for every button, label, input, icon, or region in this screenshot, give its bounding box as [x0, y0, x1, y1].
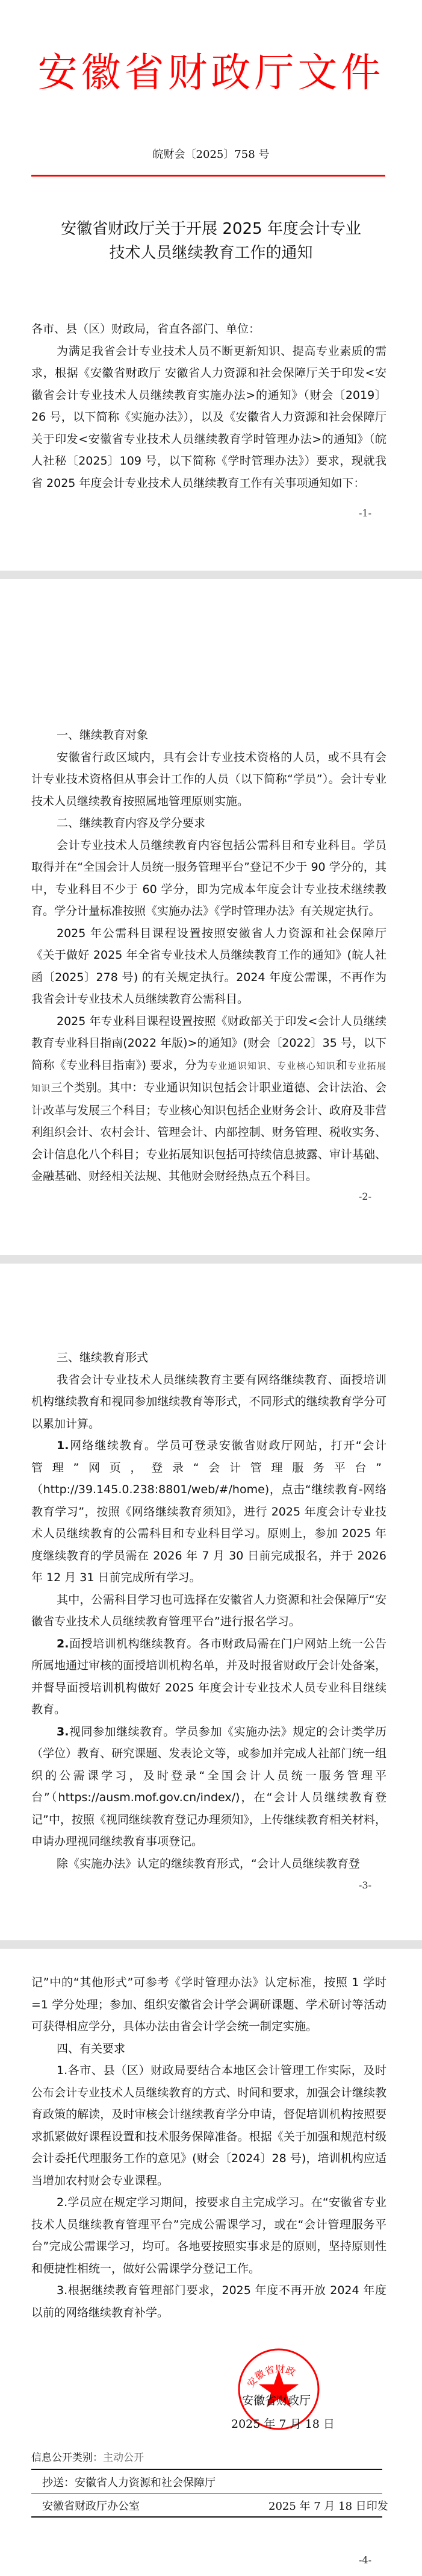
requirement-2: 2.学员应在规定学习期间，按要求自主完成学习。在“安徽省专业技术人员继续教育管理平台”完成公需课学习，或在“会计管理服务平台”完成公需课学习，均可。各地要按照实事求是的原则，坚持原则性和便捷性相统一，做好公需课学分登记工作。 [31, 2196, 386, 2275]
section-2-para-1: 会计专业技术人员继续教育内容包括公需科目和专业科目。学员取得并在“全国会计人员统一服务管理平台”登记不少于 90 学分的，其中，专业科目不少于 60 学分，即为完成本年度会计专业技术继续教育。学分计量标准按照《实施办法》《学时管理办法》有关规定执行。 [31, 838, 386, 918]
page-number: -4- [359, 2554, 371, 2566]
requirement-1: 1.各市、县（区）财政局要结合本地区会计管理工作实际，及时公布会计专业技术人员继续教育的方式、时间和要求，加强会计继续教育政策的解读，及时审核会计继续教育学分申请，督促培训机构按照要求抓紧做好课程设置和技术服务保障准备。根据《关于加强和规范村级会计委托代理服务工作的意见》(财会〔2024〕28 号)，培训机构应适当增加农村财会专业课程。 [31, 2064, 386, 2187]
signature-date: 2025 年 7 月 18 日 [231, 2418, 335, 2431]
section-2-para-2: 2025 年公需科目课程设置按照安徽省人力资源和社会保障厅《关于做好 2025 年全省专业技术人员继续教育工作的通知》(皖人社函〔2025〕278 号) 的有关规定执行。2024 年度公需课，不再作为我省会计专业技术人员继续教育公需科目。 [31, 926, 386, 1006]
page-1 [0, 0, 422, 571]
page-3-body [31, 1347, 386, 1875]
page-number: -3- [359, 1879, 371, 1891]
document-title [0, 217, 422, 265]
page-2-body [31, 724, 386, 1188]
category-extended: 专业拓展知识 [31, 1060, 386, 1094]
page-4 [0, 1949, 422, 2576]
item-1-first-line [31, 1435, 386, 1457]
issue-date: 2025 年 7 月 18 日印发 [268, 2500, 388, 2513]
requirement-3: 3.根据继续教育管理部门要求，2025 年度不再开放 2024 年度以前的网络继续教育补学。 [31, 2284, 386, 2319]
cc-bottom-rule [31, 2516, 382, 2518]
item-2-text: 面授培训机构继续教育。各市财政局需在门户网站上统一公告所属地通过审核的面授培训机构名单，并及时报省财政厅会计处备案，并督导面授培训机构做好 2025 年度会计专业技术人员专业科目继续教育。 [31, 1637, 386, 1716]
other-forms-rest: 记”中的“其他形式”可参考《学时管理办法》认定标准，按照 1 学时=1 学分处理；参加、组织安徽省会计学会调研课题、学术研讨等活动可获得相应学分，具体办法由省会计学会统一制定实施。 [31, 1976, 386, 2033]
addressee: 各市、县（区）财政局，省直各部门、单位： [31, 322, 261, 336]
item-3 [31, 1721, 386, 1853]
signatory: 安徽省财政厅 [242, 2394, 311, 2407]
issuing-office: 安徽省财政厅办公室 [42, 2500, 140, 2513]
para-3-rest: 三个类别。其中：专业通识知识包括会计职业道德、会计法治、会计改革与发展三个科目；专业核心知识包括企业财务会计、政府及非营利组织会计、农村会计、管理会计、内部控制、财务管理、税收实务、会计信息化八个科目；专业拓展知识包括可持续信息披露、审计基础、金融基础、财经相关法规、其他财会财经热点五个科目。 [31, 1081, 386, 1183]
section-4-heading: 四、有关要求 [57, 2042, 126, 2055]
page-2 [0, 579, 422, 1255]
category-general-core: 专业通识知识、专业核心知识 [208, 1060, 336, 1071]
conjunction: 和 [335, 1058, 348, 1072]
page-4-body [31, 1972, 386, 2324]
item-2 [31, 1633, 386, 1721]
section-1-heading: 一、继续教育对象 [57, 729, 149, 742]
page-1-body [31, 318, 386, 494]
title-line-2: 技术人员继续教育工作的通知 [109, 244, 313, 262]
item-1-spread-line: 管理”网页，登录“会计管理服务平台” [31, 1461, 386, 1474]
intro-paragraph: 为满足我省会计专业技术人员不断更新知识、提高专业素质的需求，根据《安徽省财政厅 安徽省人力资源和社会保障厅关于印发<安徽省会计专业技术人员继续教育实施办法>的通知》（财会〔2019〕26 号，以下简称《实施办法》），以及《安徽省人力资源和社会保障厅关于印发<安徽省专业技术人员继续教育学时管理办法>的通知》（皖人社秘〔2025〕109 号，以下简称《学时管理办法》）要求，现就我省 2025 年度会计专业技术人员继续教育工作有关事项通知如下： [31, 344, 386, 490]
para-3-lead: 2025 年专业科目课程设置按照《财政部关于印发<会计人员继续教育专业科目指南(2022 年版)>的通知》(财会〔2022〕35 号，以下简称《专业科目指南》) 要求，分为 [31, 1014, 386, 1072]
item-1-note: 其中，公需科目学习也可选择在安徽省人力资源和社会保障厅“安徽省专业技术人员继续教育管理平台”进行报名学习。 [31, 1593, 386, 1628]
section-2-heading: 二、继续教育内容及学分要求 [57, 816, 206, 830]
page-separator [0, 1940, 422, 1949]
cc-recipients: 抄送：安徽省人力资源和社会保障厅 [42, 2477, 216, 2489]
page-number: -1- [359, 507, 371, 519]
item-3-text: 视同参加继续教育。学员参加《实施办法》规定的会计类学历（学位）教育、研究课题、发表论文等，或参加并完成人社部门统一组织的公需课学习，及时登录“全国会计人员统一服务管理平台”（https://ausm.mof.gov.cn/index/)，在“会计人员继续教育登记”中，按照《视同继续教育登记办理须知》，上传继续教育相关材料，申请办理视同继续教育事项登记。 [31, 1725, 386, 1848]
masthead-title: 安徽省财政厅文件 [37, 49, 385, 96]
section-1-body: 安徽省行政区域内，具有会计专业技术资格的人员，或不具有会计专业技术资格但从事会计工作的人员（以下简称“学员”）。会计专业技术人员继续教育按照属地管理原则实施。 [31, 750, 386, 808]
section-3-intro: 我省会计专业技术人员继续教育主要有网络继续教育、面授培训机构继续教育和视同参加继续教育等形式，不同形式的继续教育学分可以累加计算。 [31, 1373, 386, 1431]
disclosure-category [31, 2449, 144, 2464]
page-number: -2- [359, 1191, 371, 1202]
disclosure-value: 主动公开 [103, 2452, 144, 2464]
red-divider-line [31, 175, 385, 177]
disclosure-label: 信息公开类别： [31, 2452, 103, 2464]
item-3-number: 3. [57, 1725, 69, 1738]
section-3-heading: 三、继续教育形式 [57, 1351, 149, 1364]
cc-top-rule [31, 2469, 382, 2470]
item-1-lead: 网络继续教育。学员可登录安徽省财政厅网站，打开“会计 [69, 1439, 386, 1452]
other-forms-lead: 除《实施办法》认定的继续教育形式，“会计人员继续教育登 [57, 1857, 360, 1870]
document-number: 皖财会〔2025〕758 号 [152, 148, 270, 161]
page-separator [0, 1255, 422, 1264]
page-3 [0, 1264, 422, 1940]
section-2-para-3 [31, 1011, 386, 1188]
seal-text: 安徽省财政 [244, 2363, 297, 2390]
page-separator [0, 571, 422, 579]
title-line-1: 安徽省财政厅关于开展 2025 年度会计专业 [61, 220, 361, 238]
item-2-number: 2. [57, 1637, 69, 1650]
item-1-body: （http://39.145.0.238:8801/web/#/home)，点击“继续教育-网络教育学习”，按照《网络继续教育须知》，进行 2025 年度会计专业技术人员继续教育的公需科目和专业科目学习。原则上，参加 2025 年度继续教育的学员需在 2026 年 7 月 30 日前完成报名，并于 2026 年 12 月 31 日前完成所有学习。 [31, 1483, 386, 1584]
item-1-number: 1. [57, 1439, 69, 1452]
